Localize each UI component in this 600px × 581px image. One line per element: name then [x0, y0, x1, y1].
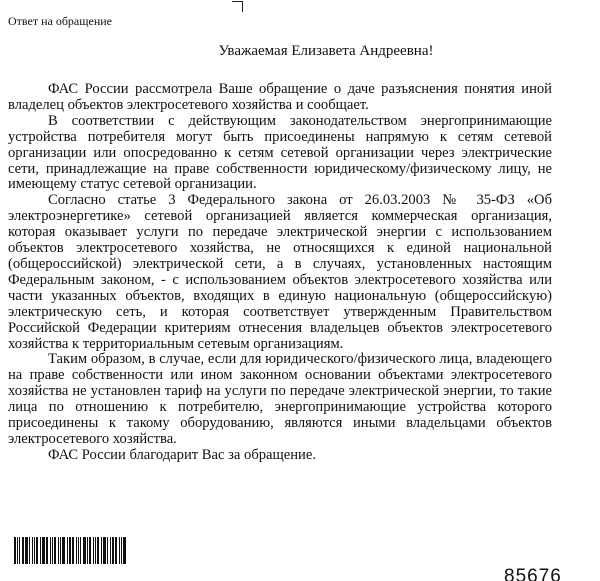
paragraph-3: Согласно статье 3 Федерального закона от 26.03.2003 № 35-ФЗ «Об электроэнергетике» сетевой организацией является коммерческая организация, которая оказывает услуги по передаче электрической энергии с использованием объектов электросетевого хозяйства, не относящихся к единой национальной (общероссийской) электрической сети, а в случаях, установленных настоящим Федеральным законом, - с использованием объектов электросетевого хозяйства или части указанных объектов, входящих в единую национальную (общероссийскую) электрическую сеть, и которая соответствует утвержденным Правительством Российской Федерации критериям отнесения владельцев объектов электросетевого хозяйства к территориальным сетевым организациям.	[8, 192, 552, 352]
paragraph-5: ФАС России благодарит Вас за обращение.	[48, 446, 316, 463]
document-number: 85676	[504, 566, 562, 581]
paragraph-1: ФАС России рассмотрела Ваше обращение о даче разъяснения понятия иной владелец объектов электросетевого хозяйства и сообщает.	[8, 81, 552, 113]
letter-body	[8, 82, 552, 464]
paragraph-2: В соответствии с действующим законодательством энергопринимающие устройства потребителя могут быть присоединены напрямую к сетям сетевой организации или опосредованно к сетям сетевой организации через электрические сети, принадлежащие на праве собственности юридическому/физическому лицу, не имеющему статус сетевой организации.	[8, 112, 552, 193]
paragraph-4: Таким образом, в случае, если для юридического/физического лица, владеющего на праве собственности или ином законном основании объектами электросетевого хозяйства не установлен тариф на услуги по передаче электрической энергии, то такие лица по отношению к потребителю, энергопринимающие устройства которого присоединены к такому оборудованию, являются иными владельцами объектов электросетевого хозяйства.	[8, 351, 552, 447]
barcode-image	[14, 537, 130, 564]
header-label: Ответ на обращение	[8, 14, 112, 28]
salutation: Уважаемая Елизавета Андреевна!	[218, 43, 434, 59]
corner-bracket-mark	[232, 1, 243, 12]
